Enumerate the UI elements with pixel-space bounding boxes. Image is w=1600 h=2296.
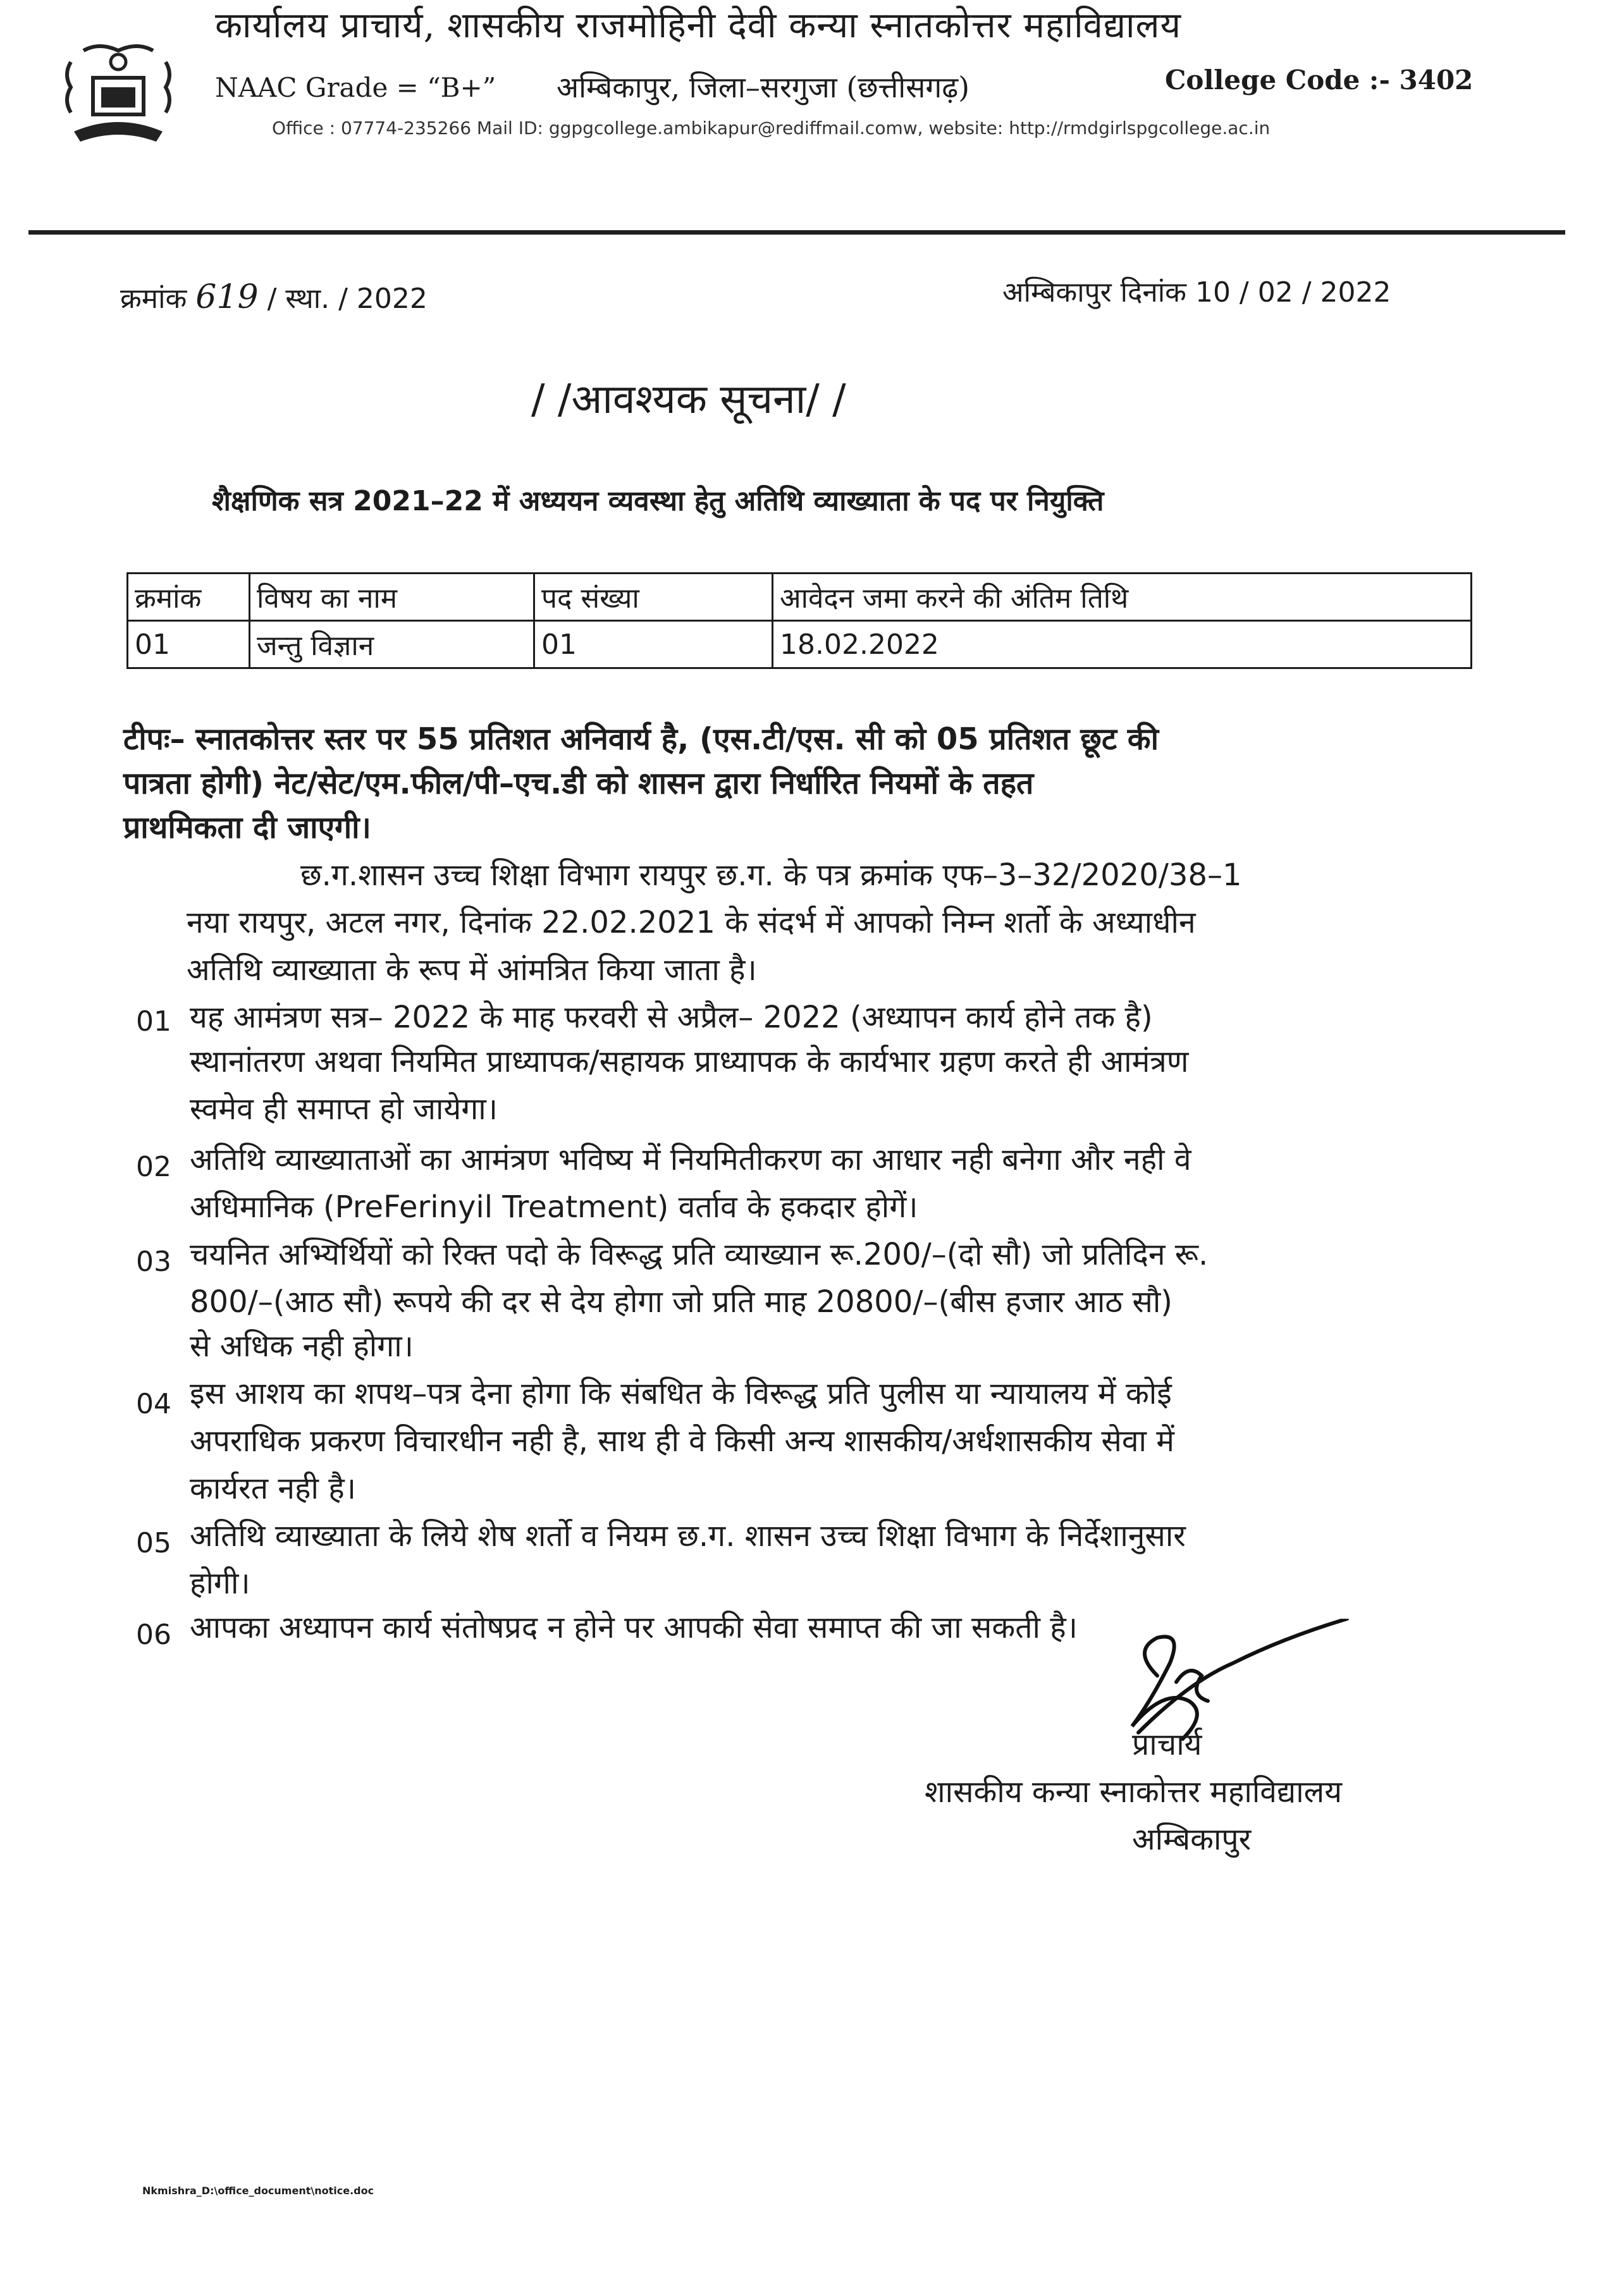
intro-line: छ.ग.शासन उच्च शिक्षा विभाग रायपुर छ.ग. के पत्र क्रमांक एफ–3–32/2020/38–1 [300, 857, 1242, 893]
naac-grade: NAAC Grade = “B+” [215, 72, 496, 103]
date-line: अम्बिकापुर दिनांक 10 / 02 / 2022 [1002, 276, 1391, 309]
condition-line: स्थानांतरण अथवा नियमित प्राध्यापक/सहायक प्राध्यापक के कार्यभार ग्रहण करते ही आमंत्रण [190, 1044, 1189, 1079]
condition-number: 05 [136, 1527, 171, 1559]
intro-line: नया रायपुर, अटल नगर, दिनांक 22.02.2021 के संदर्भ में आपको निम्न शर्तो के अध्याधीन [187, 905, 1196, 940]
reference-suffix: / स्था. / 2022 [267, 283, 428, 315]
signatory-organization: शासकीय कन्या स्नाकोत्तर महाविद्यालय [925, 1774, 1343, 1810]
college-emblem-icon [58, 37, 178, 157]
condition-line: होगी। [190, 1566, 250, 1601]
condition-line: अतिथि व्याख्याताओं का आमंत्रण भविष्य में नियमितीकरण का आधार नही बनेगा और नही वे [190, 1142, 1191, 1177]
condition-line: इस आशय का शपथ–पत्र देना होगा कि संबधित के विरूद्ध प्रति पुलीस या न्यायालय में कोई [190, 1376, 1172, 1411]
condition-line: से अधिक नही होगा। [190, 1329, 414, 1364]
condition-line: अधिमानिक (PreFerinyil Treatment) वर्ताव के हकदार होगें। [190, 1189, 918, 1225]
table-header-cell: क्रमांक [128, 574, 250, 621]
header-divider [28, 230, 1565, 235]
note-line: पात्रता होगी) नेट/सेट/एम.फील/पी–एच.डी को शासन द्वारा निर्धारित नियमों के तहत [123, 766, 1034, 801]
note-line: प्राथमिकता दी जाएगी। [123, 810, 371, 845]
letterhead-place: अम्बिकापुर, जिला–सरगुजा (छत्तीसगढ़) [557, 70, 970, 104]
condition-line: कार्यरत नही है। [190, 1471, 356, 1506]
intro-line: अतिथि व्याख्याता के रूप में आंमत्रित किया जाता है। [187, 952, 757, 988]
notice-heading: / /आवश्यक सूचना/ / [531, 376, 846, 423]
table-cell: 01 [128, 621, 250, 668]
table-header-row [128, 574, 1472, 621]
table-header-cell: आवेदन जमा करने की अंतिम तिथि [773, 574, 1472, 621]
vacancy-table [126, 572, 1472, 669]
table-cell: 18.02.2022 [773, 621, 1472, 668]
condition-number: 04 [136, 1388, 171, 1420]
condition-line: आपका अध्यापन कार्य संतोषप्रद न होने पर आपकी सेवा समाप्त की जा सकती है। [190, 1610, 1078, 1645]
reference-prefix: क्रमांक [120, 283, 187, 315]
letterhead-title: कार्यालय प्राचार्य, शासकीय राजमोहिनी देवी कन्या स्नातकोत्तर महाविद्यालय [215, 5, 1181, 46]
document-file-path: Nkmishra_D:\office_document\notice.doc [142, 2185, 374, 2197]
condition-line: अतिथि व्याख्याता के लिये शेष शर्तो व नियम छ.ग. शासन उच्च शिक्षा विभाग के निर्देशानुसार [190, 1518, 1186, 1554]
condition-number: 06 [136, 1619, 171, 1651]
signatory-place: अम्बिकापुर [1132, 1822, 1252, 1857]
condition-line: अपराधिक प्रकरण विचारधीन नही है, साथ ही वे किसी अन्य शासकीय/अर्धशासकीय सेवा में [190, 1423, 1174, 1459]
table-row [128, 621, 1472, 668]
condition-line: यह आमंत्रण सत्र– 2022 के माह फरवरी से अप्रैल– 2022 (अध्यापन कार्य होने तक है) [190, 1000, 1153, 1035]
signatory-title: प्राचार्य [1132, 1727, 1202, 1762]
condition-number: 01 [136, 1005, 171, 1038]
condition-line: स्वमेव ही समाप्त हो जायेगा। [190, 1091, 498, 1127]
reference-handwritten-number: 619 [195, 278, 259, 316]
condition-number: 02 [136, 1151, 171, 1183]
college-code: College Code :- 3402 [1165, 64, 1474, 95]
table-cell: 01 [534, 621, 773, 668]
notice-subject: शैक्षणिक सत्र 2021–22 में अध्ययन व्यवस्था हेतु अतिथि व्याख्याता के पद पर नियुक्ति [212, 485, 1104, 517]
table-cell: जन्तु विज्ञान [250, 621, 534, 668]
note-line: टीपः– स्नातकोत्तर स्तर पर 55 प्रतिशत अनिवार्य है, (एस.टी/एस. सी को 05 प्रतिशत छूट की [123, 721, 1159, 757]
condition-line: 800/–(आठ सौ) रूपये की दर से देय होगा जो प्रति माह 20800/–(बीस हजार आठ सौ) [190, 1284, 1173, 1320]
condition-number: 03 [136, 1246, 171, 1278]
condition-line: चयनित अभ्यिर्थियों को रिक्त पदो के विरूद्ध प्रति व्याख्यान रू.200/–(दो सौ) जो प्रतिदिन रू. [190, 1237, 1209, 1272]
table-header-cell: विषय का नाम [250, 574, 534, 621]
reference-number [120, 278, 428, 316]
office-contact-line: Office : 07774-235266 Mail ID: ggpgcollege.ambikapur@rediffmail.comw, website: http://rmdgirlspgcollege.ac.in [272, 118, 1271, 138]
table-header-cell: पद संख्या [534, 574, 773, 621]
